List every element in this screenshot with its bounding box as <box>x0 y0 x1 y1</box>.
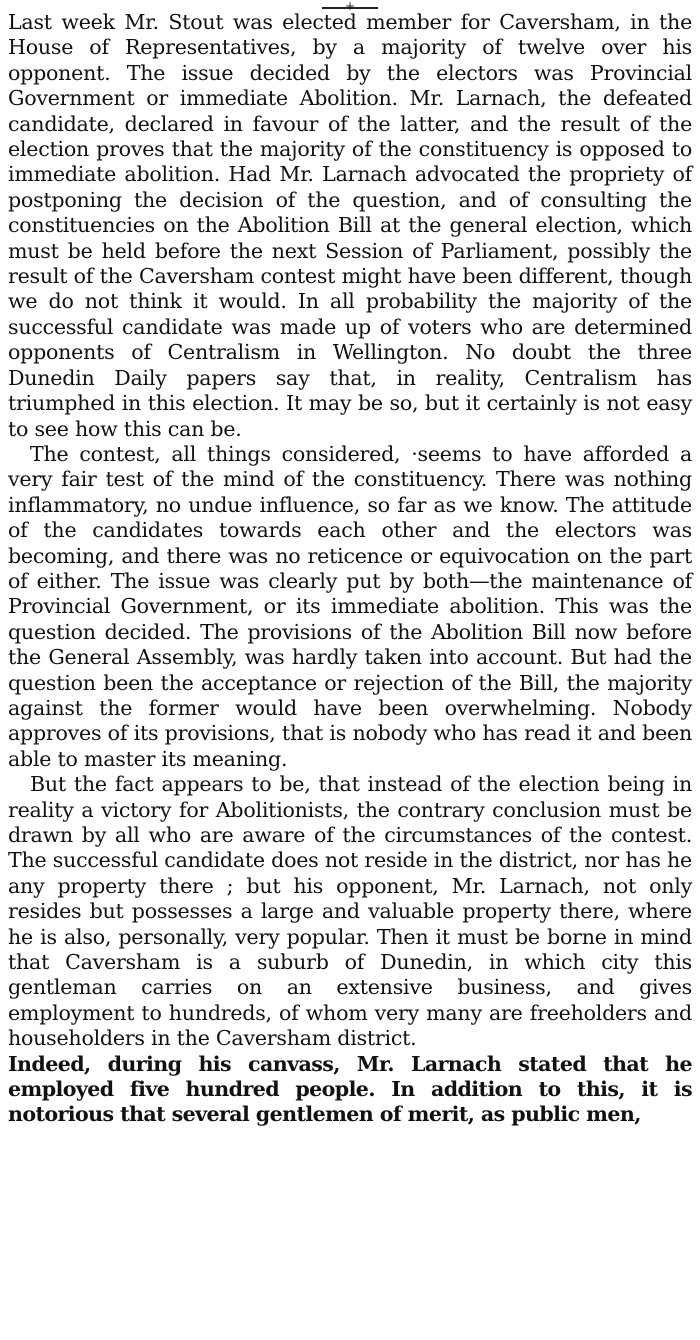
ornament-glyph: + <box>344 0 356 13</box>
article-column <box>8 10 692 1128</box>
article-paragraph-1: Last week Mr. Stout was elected member for Caversham, in the House of Representatives, by a majority of twelve over his opponent. The issue decided by the electors was Provincial Government or immediate Abolition. Mr. Larnach, the defeated candidate, declared in favour of the latter, and the result of the election proves that the majority of the constituency is opposed to immediate abolition. Had Mr. Larnach advocated the propriety of postponing the decision of the question, and of consulting the constituencies on the Abolition Bill at the general election, which must be held before the next Session of Parliament, possibly the result of the Caversham contest might have been different, though we do not think it would. In all probability the majority of the successful candidate was made up of voters who are determined opponents of Centralism in Wellington. No doubt the three Dunedin Daily papers say that, in reality, Centralism has triumphed in this election. It may be so, but it certainly is not easy to see how this can be. <box>8 10 692 441</box>
article-paragraph-2: The contest, all things considered, ·seems to have afforded a very fair test of the mind of the constituency. There was nothing inflammatory, no undue influence, so far as we know. The attitude of the candidates towards each other and the electors was becoming, and there was no reticence or equivocation on the part of either. The issue was clearly put by both—the maintenance of Provincial Government, or its immediate abolition. This was the question decided. The provisions of the Abolition Bill now before the General Assembly, was hardly taken into account. But had the question been the acceptance or rejection of the Bill, the majority against the former would have been overwhelming. Nobody approves of its provisions, that is nobody who has read it and been able to master its meaning. <box>8 441 692 771</box>
article-paragraph-4: Indeed, during his canvass, Mr. Larnach stated that he employed five hundred people. In addition to this, it is notorious that several gentlemen of merit, as public men, <box>8 1051 692 1127</box>
article-paragraph-3: But the fact appears to be, that instead of the election being in reality a victory for Abolitionists, the contrary conclusion must be drawn by all who are aware of the circumstances of the contest. The successful candidate does not reside in the district, nor has he any property there ; but his opponent, Mr. Larnach, not only resides but possesses a large and valuable property there, where he is also, personally, very popular. Then it must be borne in mind that Caversham is a suburb of Dunedin, in which city this gentleman carries on an extensive business, and gives employment to hundreds, of whom very many are freeholders and householders in the Caversham district. <box>8 772 692 1051</box>
